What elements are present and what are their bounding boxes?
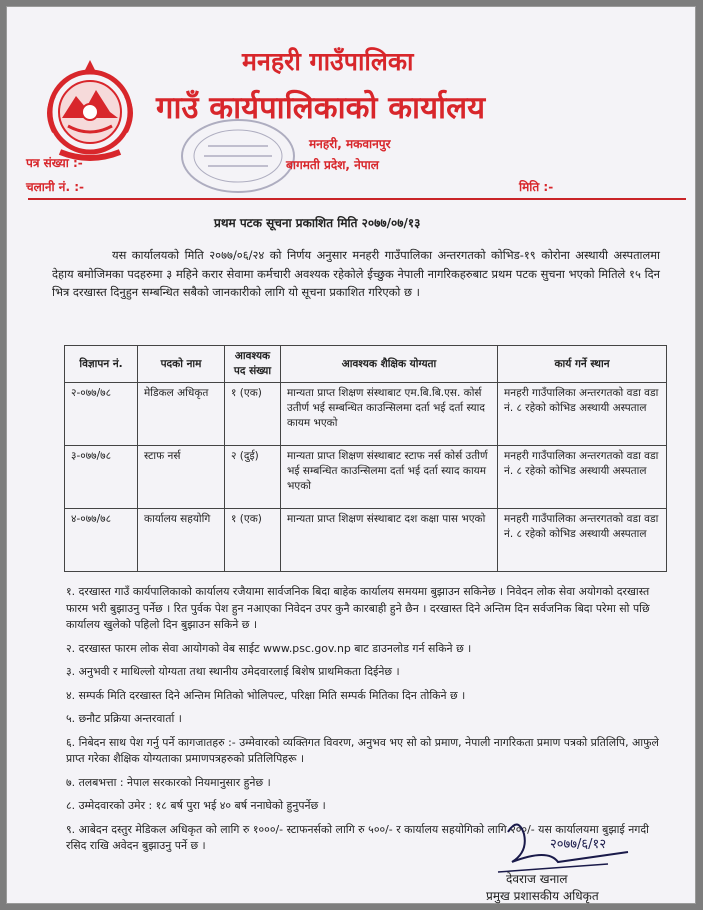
table-cell: कार्यालय सहयोगि — [138, 509, 225, 572]
table-cell: स्टाफ नर्स — [138, 446, 225, 509]
table-cell: मान्यता प्राप्त शिक्षण संस्थाबाट एम.बि.बि.एस. कोर्स उतीर्ण भई सम्बन्धित काउन्सिलमा दर्ता भई दर्ता स्याद कायम भएको — [281, 383, 498, 446]
list-item: ५. छनौट प्रक्रिया अन्तरवार्ता । — [66, 712, 182, 725]
table-cell: मनहरी गाउँपालिका अन्तरगतको वडा वडा नं. ८ रहेको कोभिड अस्थायी अस्पताल — [498, 446, 667, 509]
dispatch-number-label: चलानी नं. :- — [26, 180, 84, 194]
table-header-row — [65, 346, 667, 383]
column-header: आवश्यक शैक्षिक योग्यता — [281, 346, 498, 383]
list-item: ६. निबेदन साथ पेश गर्नु पर्ने कागजातहरु :- उम्मेवारको व्यक्तिगत विवरण, अनुभव भए सो को प्रमाण, नेपाली नागरिकता प्रमाण पत्रको प्रतिलिपि, आफुले प्राप्त गरेका शैक्षिक योग्यताका प्रमाणपत्रहरुको प्रतिलिपिहरू । — [66, 735, 659, 765]
office-stamp-icon — [178, 116, 298, 196]
table-cell: मान्यता प्राप्त शिक्षण संस्थाबाट स्टाफ नर्स कोर्स उतीर्ण भई सम्बन्धित काउन्सिलमा दर्ता भई दर्ता स्याद कायम भएको — [281, 446, 498, 509]
ref-number-label: पत्र संख्या :- — [26, 156, 83, 170]
list-item: ८. उम्मेदवारको उमेर : १८ बर्ष पुरा भई ४० बर्ष ननाघेको हुनुपर्नेछ । — [66, 799, 326, 812]
list-item: ३. अनुभवी र माथिल्लो योग्यता तथा स्थानीय उमेदवारलाई बिशेष प्राथमिकता दिईनेछ । — [66, 665, 400, 678]
header-divider — [28, 198, 686, 200]
column-header: पदको नाम — [138, 346, 225, 383]
table-cell: मेडिकल अधिकृत — [138, 383, 225, 446]
office-name: गाउँ कार्यपालिकाको कार्यालय — [156, 90, 486, 126]
table-cell: २ (दुई) — [225, 446, 281, 509]
nepal-emblem-icon — [38, 56, 142, 168]
notice-page — [6, 6, 696, 904]
list-item: ९. आबेदन दस्तुर मेडिकल अधिकृत को लागि रु १०००/- स्टाफनर्सको लागि रु ५००/- र कार्यालय सहयोगिको लागि २००/- यस कार्यालयमा बुझाई नगदी रसिद राखि अवेदन बुझाउनु पर्ने छ । — [66, 822, 649, 852]
table-cell: मान्यता प्राप्त शिक्षण संस्थाबाट दश कक्षा पास भएको — [281, 509, 498, 572]
column-header: आवश्यक पद संख्या — [225, 346, 281, 383]
table-row — [65, 509, 667, 572]
table-cell: २-०७७/७८ — [65, 383, 138, 446]
address-line-2: बागमती प्रदेश, नेपाल — [286, 158, 379, 172]
table-cell: १ (एक) — [225, 509, 281, 572]
list-item: १. दरखास्त गाउँ कार्यपालिकाको कार्यालय रजैयामा सार्वजनिक बिदा बाहेक कार्यालय समयमा बुझाउन सकिनेछ । निवेदन लोक सेवा अयोगको दरखास्त फारम भरी बुझाउनु पर्नेछ । रित पुर्वक पेश हुन नआएका निवेदन उपर कुनै कारबाही हुने छैन । दरखास्त दिने अन्तिम दिन सर्वजनिक बिदा परेमा सो पछि कार्यालय खुलेको पहिलो दिन बुझाउन सकिने छ । — [66, 585, 650, 631]
list-item: ४. सम्पर्क मिति दरखास्त दिने अन्तिम मितिको भोलिपल्ट, परिक्षा मिति सम्पर्क मितिका दिन तोकिने छ । — [66, 688, 466, 702]
vacancy-table — [64, 345, 667, 572]
address-line-1: मनहरी, मकवानपुर — [309, 137, 391, 151]
column-header: विज्ञापन नं. — [65, 346, 138, 383]
signature-date: २०७७/६/१२ — [550, 837, 607, 852]
table-cell: ४-०७७/७८ — [65, 509, 138, 572]
table-cell: ३-०७७/७८ — [65, 446, 138, 509]
table-cell: १ (एक) — [225, 383, 281, 446]
table-row — [65, 446, 667, 509]
date-label: मिति :- — [519, 180, 554, 194]
column-header: कार्य गर्ने स्थान — [498, 346, 667, 383]
table-cell: मनहरी गाउँपालिका अन्तरगतको वडा वडा नं. ८ रहेको कोभिड अस्थायी अस्पताल — [498, 383, 667, 446]
list-item: २. दरखास्त फारम लोक सेवा आयोगको वेब साईट www.psc.gov.np बाट डाउनलोड गर्न सकिने छ । — [66, 641, 472, 655]
notice-title: प्रथम पटक सूचना प्रकाशित मिति २०७७/०७/१३ — [214, 216, 421, 230]
list-item: ७. तलबभत्ता : नेपाल सरकारको नियमानुसार हुनेछ । — [66, 775, 271, 789]
signer-name: देवराज खनाल — [506, 872, 568, 886]
table-cell: मनहरी गाउँपालिका अन्तरगतको वडा वडा नं. ८ रहेको कोभिड अस्थायी अस्पताल — [498, 509, 667, 572]
notice-body: यस कार्यालयको मिति २०७७/०६/२४ को निर्णय अनुसार मनहरी गाउँपालिका अन्तरगतको कोभिड-१९ कोरोना अस्थायी अस्पतालमा देहाय बमोजिमका पदहरुमा ३ महिने करार सेवामा कर्मचारी अवश्यक रहेकोले ईच्छुक नेपाली नागरिकहरुबाट प्रथम पटक सुचना भएको मितिले १५ दिन भित्र दरखास्त दिनुहुन सम्बन्धित सबैको जानकारीको लागि यो सूचना प्रकाशित गरिएको छ । — [52, 248, 660, 300]
signer-title: प्रमुख प्रशासकीय अधिकृत — [486, 889, 599, 903]
table-row — [65, 383, 667, 446]
org-name: मनहरी गाउँपालिका — [242, 47, 414, 76]
